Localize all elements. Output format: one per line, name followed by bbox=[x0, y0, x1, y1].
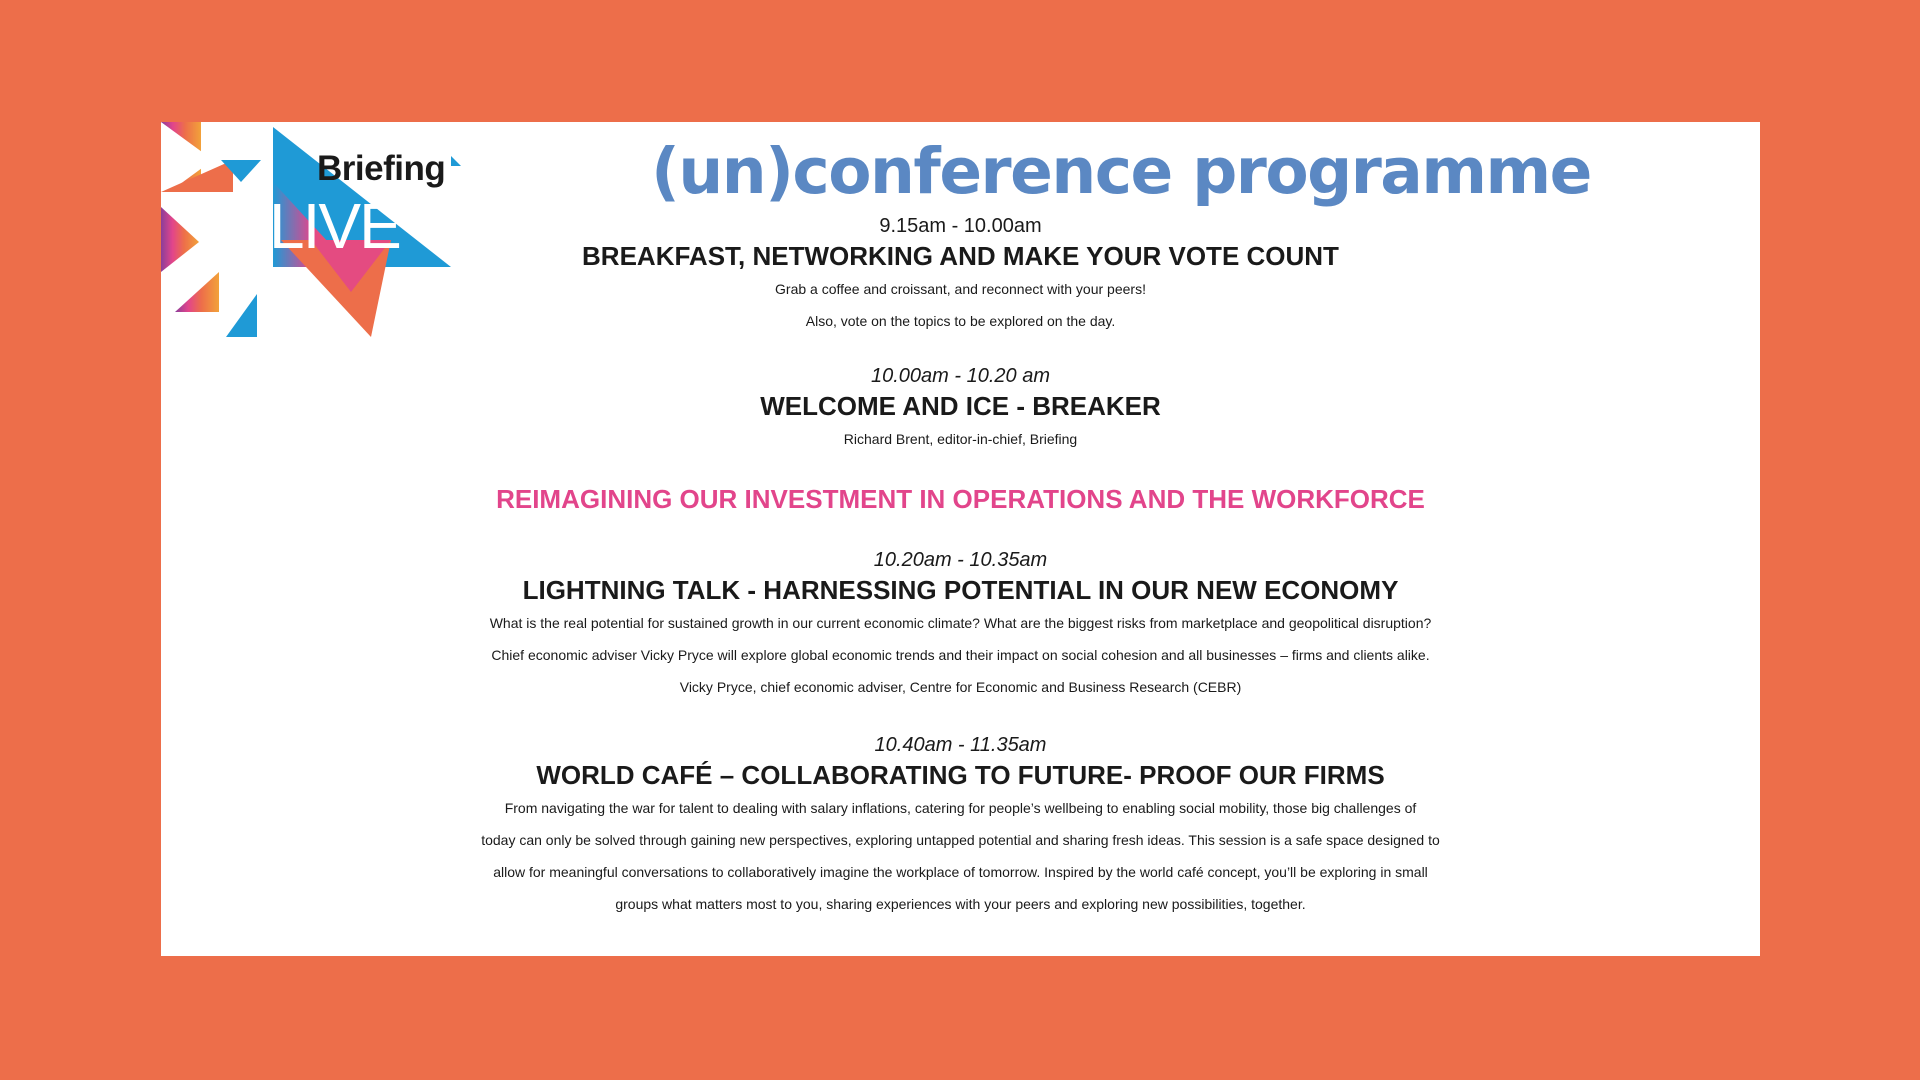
session-description-line: Chief economic adviser Vicky Pryce will explore global economic trends and their impact on social cohesion and all businesses – firms and clients alike. bbox=[491, 647, 1430, 663]
session-time: 10.20am - 10.35am bbox=[873, 549, 1048, 571]
session-speaker: Vicky Pryce, chief economic adviser, Centre for Economic and Business Research (CEBR) bbox=[679, 679, 1242, 695]
session-description-line: groups what matters most to you, sharing experiences with your peers and exploring new possibilities, together. bbox=[615, 896, 1306, 912]
session-lightning-talk bbox=[161, 546, 1760, 703]
session-description-line: Also, vote on the topics to be explored on the day. bbox=[805, 313, 1116, 329]
session-welcome bbox=[161, 362, 1760, 455]
logo-briefing-word: Briefing bbox=[317, 149, 446, 188]
logo-live-word: LIVE bbox=[269, 190, 400, 262]
session-description-line: today can only be solved through gaining new perspectives, exploring untapped potential and sharing fresh ideas. This session is a safe space designed to bbox=[481, 832, 1440, 848]
session-description-line: allow for meaningful conversations to collaboratively imagine the workplace of tomorrow. Inspired by the world café concept, you’ll be exploring in small bbox=[493, 864, 1428, 880]
session-time: 10.40am - 11.35am bbox=[874, 734, 1047, 756]
session-description-line: What is the real potential for sustained growth in our current economic climate? What are the biggest risks from marketplace and geopolitical disruption? bbox=[489, 615, 1432, 631]
session-heading: WELCOME AND ICE - BREAKER bbox=[760, 391, 1161, 421]
session-description-line: From navigating the war for talent to dealing with salary inflations, catering for people’s wellbeing to enabling social mobility, those big challenges of bbox=[504, 800, 1417, 816]
session-heading: BREAKFAST, NETWORKING AND MAKE YOUR VOTE COUNT bbox=[582, 241, 1339, 271]
page-title: (un)conference programme bbox=[651, 135, 1591, 208]
session-breakfast bbox=[161, 212, 1760, 337]
session-heading: WORLD CAFÉ – COLLABORATING TO FUTURE- PROOF OUR FIRMS bbox=[536, 760, 1385, 790]
session-time: 9.15am - 10.00am bbox=[879, 215, 1042, 237]
session-description-line: Grab a coffee and croissant, and reconnect with your peers! bbox=[775, 281, 1146, 297]
section-heading: REIMAGINING OUR INVESTMENT IN OPERATIONS AND THE WORKFORCE bbox=[496, 484, 1425, 514]
programme-card bbox=[161, 122, 1760, 956]
session-time: 10.00am - 10.20 am bbox=[871, 365, 1050, 387]
session-heading: LIGHTNING TALK - HARNESSING POTENTIAL IN OUR NEW ECONOMY bbox=[522, 575, 1399, 605]
session-world-cafe bbox=[161, 731, 1760, 920]
programme-schedule bbox=[161, 212, 1760, 920]
session-speaker: Richard Brent, editor-in-chief, Briefing bbox=[843, 431, 1078, 447]
